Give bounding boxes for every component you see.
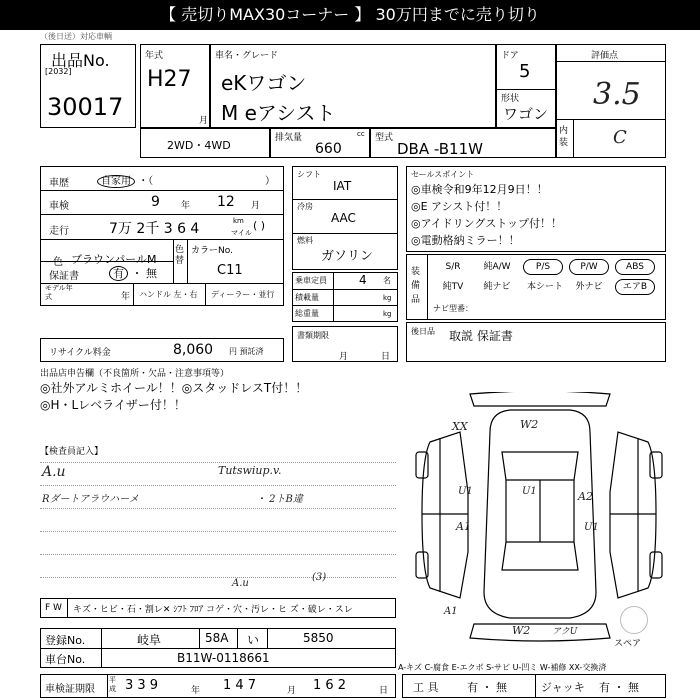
warranty-no: ・ 無	[131, 267, 157, 280]
jack-value: 有 ・ 無	[599, 681, 639, 694]
dmg-mark-w2-top: W2	[520, 418, 539, 431]
equip-leather: 本シート	[526, 282, 563, 292]
dmg-mark-u1-a: U1	[458, 486, 473, 497]
fuel-label: 燃料	[297, 236, 313, 245]
expiry-label: 車検証期限	[45, 684, 95, 695]
color-no-label: カラーNo.	[191, 246, 233, 256]
recycle-unit: 円 預託済	[229, 347, 264, 356]
shift-label: シフト	[297, 170, 321, 179]
fw-hw-2: (3)	[312, 572, 327, 583]
banner-text: 【 売切りMAX30コーナー 】 30万円までに売り切り	[160, 5, 540, 24]
equip-tv: 純TV	[442, 282, 464, 292]
color-no-value: C11	[217, 263, 243, 278]
car-damage-diagram	[410, 392, 668, 642]
fw-text: キズ・ヒビ・石・割レ✕ ｼﾌﾄ ﾌﾛｱ コゲ・穴・汚レ・ヒ ズ・破レ・スレ	[73, 605, 353, 615]
fw-label: F W	[45, 603, 62, 613]
expiry-month-unit: 月	[287, 686, 297, 696]
model-value: DBA -B11W	[397, 140, 483, 158]
equipment-label: 装備品	[411, 267, 421, 305]
lot-label: 出品No.	[51, 51, 110, 70]
docs-box	[292, 326, 398, 362]
inspector-hw-4: ・ 2トB違	[256, 494, 303, 505]
equipment-box	[406, 254, 666, 320]
recycle-box	[40, 338, 284, 362]
mileage-unit-mile: マイル	[231, 229, 252, 237]
displacement-box	[270, 128, 370, 158]
mileage-unit-km: km	[233, 217, 244, 225]
tools-label: 工 具	[413, 681, 439, 694]
later-box	[406, 322, 666, 362]
capacity-unit: 名	[383, 276, 391, 285]
capacity-value: 4	[359, 273, 367, 287]
fw-box	[40, 598, 396, 618]
displacement-unit: cc	[357, 130, 365, 138]
expiry-era: 平成	[109, 676, 116, 693]
later-label: 後日品	[411, 327, 435, 336]
tools-value: 有 ・ 無	[467, 681, 507, 694]
drive-value: 2WD・4WD	[167, 139, 231, 152]
sales-point-4: ◎電動格納ミラー！！	[411, 234, 520, 247]
score-label: 評価点	[591, 51, 619, 61]
inspector-hw-1: A.u	[42, 464, 66, 480]
load-unit: kg	[383, 294, 392, 302]
spare-tire-icon	[620, 606, 648, 634]
dmg-mark-a1-a: A1	[456, 520, 471, 533]
door-value: 5	[519, 61, 531, 82]
inspection-label: 車検	[49, 201, 69, 212]
expiry-box	[40, 674, 396, 698]
registration-box	[40, 628, 396, 668]
reg-area: 岐阜	[137, 633, 162, 647]
equip-abs: ABS	[615, 259, 655, 275]
reg-label: 登録No.	[45, 634, 86, 647]
history-label: 車歴	[49, 178, 69, 189]
dmg-mark-xx: XX	[452, 420, 468, 433]
color-label: 色	[53, 257, 63, 268]
inspection-year: 9	[151, 194, 160, 210]
ac-value: AAC	[331, 211, 356, 225]
notes-line-2: ◎H・Lレベライザー付！！	[40, 398, 186, 412]
tools-box	[402, 674, 666, 698]
grade: M eアシスト	[221, 101, 336, 125]
docs-label: 書類期限	[297, 331, 329, 340]
dealer-label: ディーラー・並行	[211, 290, 275, 299]
model-label: 型式	[375, 133, 394, 143]
name-label: 車名・グレード	[215, 51, 279, 61]
displacement-value: 660	[315, 141, 342, 157]
expiry-year-unit: 年	[191, 686, 201, 696]
shift-value: IAT	[333, 179, 352, 193]
left-info-box: 車歴 自家用 ・（ ） 車検 9 年 12 月 走行 7万 2千 3 6 4 km マイル ( ) 色 ブラウンパールM 色替 カラーNo. C11 保証書 有 ・ 無 モデル年式 年 ハンドル 左・右 ディーラー・並行	[40, 166, 284, 306]
expiry-day: 1 6 2	[313, 678, 347, 693]
warranty-label: 保証書	[49, 271, 79, 282]
weight-label: 総重量	[295, 309, 319, 318]
docs-month: 月	[339, 352, 349, 362]
expiry-day-unit: 日	[379, 686, 389, 696]
spare-label: スペア	[614, 639, 642, 649]
middle-box	[292, 166, 398, 270]
reg-kana: い	[247, 633, 260, 647]
interior-value: C	[613, 127, 627, 148]
equip-navi: 純ナビ	[483, 282, 511, 292]
displacement-label: 排気量	[275, 133, 303, 143]
sales-point-3: ◎アイドリングストップ付！！	[411, 217, 562, 230]
drive-box	[140, 128, 270, 158]
chassis-label: 車台No.	[45, 653, 86, 666]
color-value: ブラウンパールM	[71, 253, 157, 266]
equip-airbag: エアB	[615, 279, 655, 295]
later-value: 取説 保証書	[449, 329, 513, 343]
door-label: ドア	[501, 51, 519, 61]
fw-hw-1: A.u	[232, 578, 249, 589]
navi-model-label: ナビ型番：	[433, 304, 473, 313]
capacity-box	[292, 272, 398, 322]
inspector-hw-2: Rダートアラウハーメ	[42, 494, 139, 505]
month-mark: 月	[199, 116, 209, 126]
inspector-label: 【検査員記入】	[40, 447, 104, 457]
sales-point-1: ◎車検令和9年12月9日！！	[411, 183, 548, 196]
notes-label: 出品店申告欄（不良箇所・欠品・注意事項等）	[40, 369, 230, 379]
weight-unit: kg	[383, 310, 392, 318]
model-year-label: モデル年式	[45, 284, 73, 301]
equip-ps: P/S	[523, 259, 563, 275]
expiry-month: 1 4 7	[223, 678, 257, 693]
mileage-label: 走行	[49, 226, 69, 237]
shape-label: 形状	[501, 94, 520, 104]
shape-value: ワゴン	[503, 105, 549, 123]
year-box	[140, 44, 210, 128]
equip-pw: P/W	[569, 259, 609, 275]
ac-label: 冷房	[297, 202, 313, 211]
history-close: ）	[265, 176, 275, 187]
capacity-label: 乗車定員	[295, 276, 327, 285]
model-year-unit: 年	[121, 292, 131, 302]
history-private: 自家用	[97, 175, 135, 188]
score-box	[556, 44, 666, 158]
interior-label: 内装	[559, 126, 569, 148]
sales-point-2: ◎E アシスト付！！	[411, 200, 508, 213]
fuel-value: ガソリン	[321, 249, 374, 264]
chassis-value: B11W-0118661	[177, 651, 270, 665]
top-banner	[0, 0, 700, 30]
docs-day: 日	[381, 352, 391, 362]
dmg-mark-aku: アクU	[552, 627, 578, 637]
small-code: [2032]	[45, 67, 72, 76]
recycle-label: リサイクル料金	[49, 348, 111, 358]
dmg-mark-a1-b: A1	[444, 606, 458, 617]
jack-label: ジャッキ	[541, 681, 585, 694]
equip-ext-navi: 外ナビ	[575, 282, 603, 292]
inspection-month-unit: 月	[251, 201, 261, 211]
warranty-yes: 有	[109, 266, 128, 281]
handle-label: ハンドル 左・右	[139, 290, 198, 299]
sales-label: セールスポイント	[411, 170, 475, 179]
dmg-mark-a2: A2	[578, 490, 593, 503]
door-shape-box	[496, 44, 556, 128]
recycle-value: 8,060	[173, 342, 214, 358]
expiry-year: 3 3 9	[125, 678, 159, 693]
year-value: H27	[147, 67, 192, 92]
color-change-label: 色替	[175, 245, 185, 266]
history-open: ・（	[138, 176, 154, 187]
score-value: 3.5	[593, 77, 641, 112]
lot-box	[40, 44, 136, 128]
equip-alloy: 純A/W	[483, 262, 511, 272]
dmg-mark-u1-c: U1	[584, 522, 599, 533]
damage-legend: A-キズ C-腐食 E-エクボ S-サビ U-凹ミ W-補修 XX-交換済	[398, 663, 607, 672]
notes-line-1: ◎社外アルミホイール！！◎スタッドレスT付！！	[40, 381, 308, 395]
sales-box	[406, 166, 666, 252]
name-box	[210, 44, 496, 128]
car-name: eKワゴン	[221, 71, 307, 95]
year-label: 年式	[145, 51, 164, 61]
dmg-mark-u1-b: U1	[522, 486, 537, 497]
equip-sr: S/R	[445, 262, 461, 272]
lot-number: 30017	[47, 93, 124, 121]
mileage-value: 7万 2千 3 6 4	[109, 221, 200, 237]
dmg-mark-w2-bottom: W2	[512, 624, 531, 637]
model-box	[370, 128, 556, 158]
inspection-month: 12	[217, 194, 235, 210]
load-label: 積載量	[295, 293, 319, 302]
partial-top-text: （後日送）対応車輌	[40, 32, 112, 41]
inspection-year-unit: 年	[181, 201, 191, 211]
inspector-hw-3: Tutswiup.v.	[218, 464, 282, 477]
reg-class: 58A	[205, 631, 229, 645]
reg-number: 5850	[303, 631, 334, 645]
